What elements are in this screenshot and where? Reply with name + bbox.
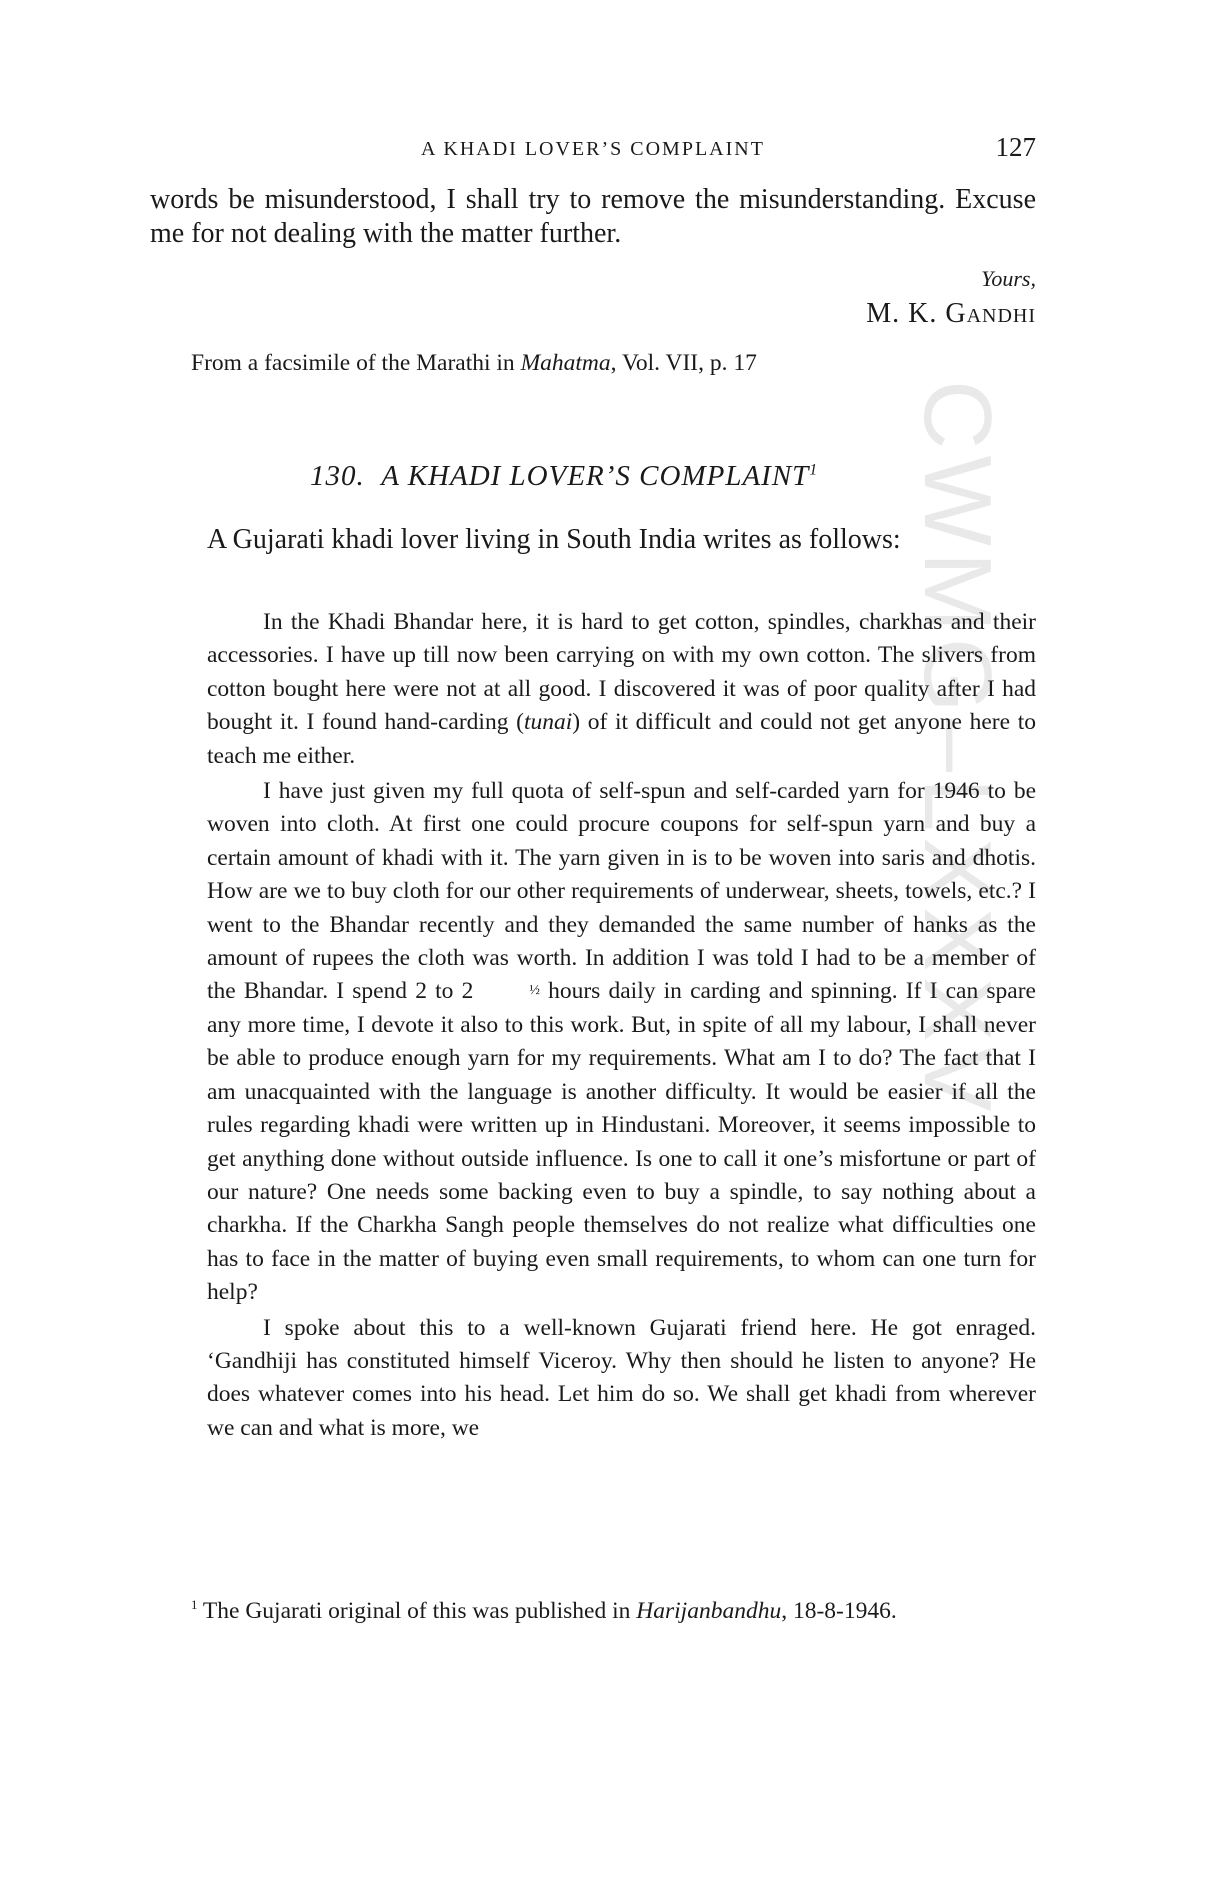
previous-letter-closing: words be misunderstood, I shall try to remove the misunderstanding. Excuse me for not dealing with the matter further. (150, 184, 1036, 249)
page-number: 127 (995, 132, 1036, 162)
quote-text: ) of it difficult and could not get anyone here to teach me either. (207, 709, 1036, 769)
signature-initials: M. K. (866, 298, 938, 329)
footnote-publication: Harijanbandhu (636, 1598, 782, 1624)
running-head (150, 132, 1036, 168)
signature (866, 298, 1036, 330)
source-suffix: , Vol. VII, p. 17 (610, 350, 757, 376)
quote-paragraph (207, 775, 1036, 1310)
footnote-suffix: , 18-8-1946. (781, 1598, 897, 1624)
running-title: A KHADI LOVER’S COMPLAINT (421, 138, 765, 160)
quoted-letter (207, 606, 1036, 1445)
salutation: Yours, (981, 266, 1036, 291)
quote-paragraph: I spoke about this to a well-known Gujarati friend here. He got enraged. ‘Gandhiji has constituted himself Viceroy. Why then should he listen to anyone? He does whatever comes into his head. Let him do so. We shall get khadi from wherever we can and what is more, we (207, 1314, 1036, 1441)
article-heading (310, 460, 818, 493)
watermark: CWMG–LXXXV (904, 380, 1011, 1118)
quote-italic-term: tunai (523, 709, 573, 736)
footnote (191, 1598, 1036, 1625)
quote-text: I have just given my full quota of self-spun and self-carded yarn for 1946 to be woven into cloth. At first one could procure coupons for self-spun yarn and buy a certain amount of khadi with it. The yarn given in is to be woven into saris and dhotis. How are we to buy cloth for our other requirements of underwear, sheets, towels, etc.? I went to the Bhandar recently and they demanded the same number of hanks as the amount of rupees the cloth was worth. In addition I was told I had to be a member of the Bhandar. I spend 2 to 2 (207, 778, 1036, 1005)
fraction: ½ (529, 982, 540, 999)
signature-surname: Gandhi (945, 298, 1036, 329)
footnote-number: 1 (191, 1597, 198, 1613)
footnote-marker: 1 (809, 461, 819, 479)
quote-text: In the Khadi Bhandar here, it is hard to get cotton, spindles, charkhas and their accessories. I have up till now been carrying on with my own cotton. The slivers from cotton bought here were not at all good. I discovered it was of poor quality after I had bought it. I found hand-carding ( (207, 609, 1036, 736)
quote-paragraph (207, 606, 1036, 773)
article-number: 130. (310, 460, 365, 492)
article-title: A KHADI LOVER’S COMPLAINT (381, 460, 810, 492)
footnote-prefix: The Gujarati original of this was published in (197, 1598, 637, 1624)
quote-text: hours daily in carding and spinning. If I can spare any more time, I devote it also to this work. But, in spite of all my labour, I shall never be able to produce enough yarn for my requirements. What am I to do? The fact that I am unacquainted with the language is another difficulty. It would be easier if all the rules regarding khadi were written up in Hindustani. Moreover, it seems impossible to get anything done without outside influence. Is one to call it one’s misfortune or part of our nature? One needs some backing even to buy a spindle, to say nothing about a charkha. If the Charkha Sangh people themselves do not realize what difficulties one has to face in the matter of buying even small requirements, to whom can one turn for help? (207, 978, 1036, 1306)
article-intro: A Gujarati khadi lover living in South India writes as follows: (207, 524, 901, 555)
source-note (191, 350, 757, 377)
source-title: Mahatma (520, 350, 611, 376)
source-prefix: From a facsimile of the Marathi in (191, 350, 521, 376)
